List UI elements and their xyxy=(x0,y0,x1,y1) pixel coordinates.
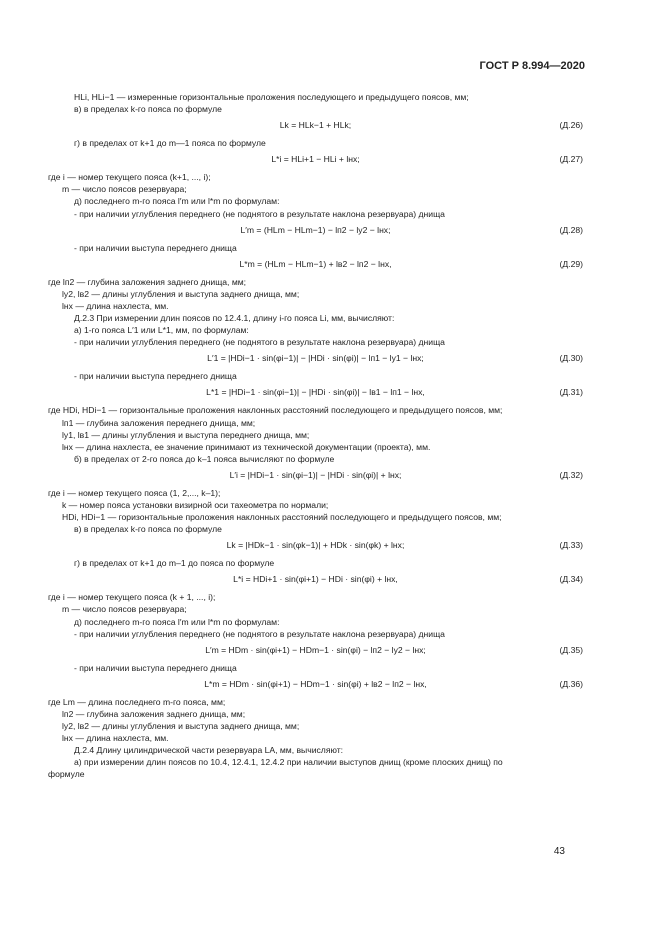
text-line: m — число поясов резервуара; xyxy=(62,604,187,615)
text-line: lнх — длина нахлеста, ее значение принимают из технической документации (проекта), мм. xyxy=(62,441,431,452)
text-line: в) в пределах k-го пояса по формуле xyxy=(74,524,222,535)
text-line: где HDi, HDi−1 — горизонтальные проложения наклонных расстояний последующего и предыдущего поясов, мм; xyxy=(48,405,503,416)
text-line: - при наличии выступа переднего днища xyxy=(74,371,237,382)
text-line: а) при измерении длин поясов по 10.4, 12.4.1, 12.4.2 при наличии выступов днищ (кроме плоских днищ) по xyxy=(74,757,503,768)
formula-expression: L′m = (HLm − HLm−1) − lп2 − lу2 − lнх; xyxy=(240,224,391,235)
text-line: lнх — длина нахлеста, мм. xyxy=(62,733,169,744)
formula-expression: L*i = HDi+1 · sin(φi+1) − HDi · sin(φi) + lнх, xyxy=(233,574,398,585)
text-line: Д.2.4 Длину цилиндрической части резервуара LА, мм, вычисляют: xyxy=(74,745,344,756)
formula-expression: L*m = (HLm − HLm−1) + lв2 − lп2 − lнх, xyxy=(239,258,392,269)
formula-expression: L*i = HLi+1 − HLi + lнх; xyxy=(271,154,360,165)
standard-code-header: ГОСТ Р 8.994—2020 xyxy=(479,60,585,72)
document-body xyxy=(48,91,583,780)
page-number: 43 xyxy=(553,846,565,857)
formula-number: (Д.32) xyxy=(559,469,583,480)
formula-row xyxy=(48,573,583,585)
text-line: - при наличии углубления переднего (не поднятого в результате наклона резервуара) днища xyxy=(74,628,445,639)
formula-row xyxy=(48,119,583,131)
formula-number: (Д.34) xyxy=(559,574,583,585)
formula-number: (Д.35) xyxy=(559,644,583,655)
text-line: Д.2.3 При измерении длин поясов по 12.4.1, длину i-го пояса Li, мм, вычисляют: xyxy=(74,313,395,324)
text-line: - при наличии выступа переднего днища xyxy=(74,662,237,673)
formula-row xyxy=(48,153,583,165)
formula-row xyxy=(48,258,583,270)
formula-row xyxy=(48,386,583,398)
text-line: m — число поясов резервуара; xyxy=(62,184,187,195)
formula-expression: Lk = |HDk−1 · sin(φk−1)| + HDk · sin(φk) + lнх; xyxy=(226,540,405,551)
text-line: г) в пределах от k+1 до m–1 до пояса по формуле xyxy=(74,558,275,569)
formula-number: (Д.31) xyxy=(559,387,583,398)
formula-row xyxy=(48,469,583,481)
text-line: где i — номер текущего пояса (k + 1, ..., i); xyxy=(48,592,216,603)
text-line: k — номер пояса установки визирной оси тахеометра по нормали; xyxy=(62,499,329,510)
formula-number: (Д.26) xyxy=(559,120,583,131)
text-line: где Lm — длина последнего m-го пояса, мм; xyxy=(48,696,226,707)
formula-expression: L′1 = |HDi−1 · sin(φi−1)| − |HDi · sin(φi)| − lп1 − lу1 − lнх; xyxy=(207,353,424,364)
text-line: lнх — длина нахлеста, мм. xyxy=(62,300,169,311)
formula-expression: L′i = |HDi−1 · sin(φi−1)| − |HDi · sin(φi)| + lнх; xyxy=(229,469,402,480)
formula-number: (Д.30) xyxy=(559,353,583,364)
formula-number: (Д.29) xyxy=(559,258,583,269)
text-line: где i — номер текущего пояса (1, 2,..., k–1); xyxy=(48,487,221,498)
formula-number: (Д.28) xyxy=(559,224,583,235)
formula-number: (Д.33) xyxy=(559,540,583,551)
text-line: формуле xyxy=(48,769,85,780)
formula-expression: L′m = HDm · sin(φi+1) − HDm−1 · sin(φi) − lп2 − lу2 − lнх; xyxy=(205,644,426,655)
text-line: lу2, lв2 — длины углубления и выступа заднего днища, мм; xyxy=(62,288,300,299)
text-line: lп1 — глубина заложения переднего днища, мм; xyxy=(62,417,256,428)
text-line: где lп2 — глубина заложения заднего днища, мм; xyxy=(48,276,247,287)
text-line: lу1, lв1 — длины углубления и выступа переднего днища, мм; xyxy=(62,429,310,440)
formula-row xyxy=(48,678,583,690)
text-line: д) последнего m-го пояса l′m или l*m по формулам: xyxy=(74,196,280,207)
text-line: - при наличии углубления переднего (не поднятого в результате наклона резервуара) днища xyxy=(74,337,445,348)
text-line: г) в пределах от k+1 до m—1 пояса по формуле xyxy=(74,138,266,149)
text-line: где i — номер текущего пояса (k+1, ..., i); xyxy=(48,172,211,183)
text-line: lп2 — глубина заложения заднего днища, мм; xyxy=(62,708,246,719)
text-line: - при наличии углубления переднего (не поднятого в результате наклона резервуара) днища xyxy=(74,208,445,219)
formula-row xyxy=(48,539,583,551)
text-line: а) 1-го пояса L′1 или L*1, мм, по формулам: xyxy=(74,325,249,336)
formula-expression: L*1 = |HDi−1 · sin(φi−1)| − |HDi · sin(φi)| − lв1 − lп1 − lнх, xyxy=(206,387,425,398)
text-line: - при наличии выступа переднего днища xyxy=(74,242,237,253)
formula-number: (Д.27) xyxy=(559,154,583,165)
text-line: HLi, HLi−1 — измеренные горизонтальные проложения последующего и предыдущего поясов, мм; xyxy=(74,92,469,102)
text-line: в) в пределах k-го пояса по формуле xyxy=(74,104,222,115)
formula-expression: L*m = HDm · sin(φi+1) − HDm−1 · sin(φi) + lв2 − lп2 − lнх, xyxy=(204,678,427,689)
formula-row xyxy=(48,352,583,364)
text-line: HDi, HDi−1 — горизонтальные проложения наклонных расстояний последующего и предыдущего поясов, мм; xyxy=(62,512,502,523)
formula-number: (Д.36) xyxy=(559,678,583,689)
text-line: д) последнего m-го пояса l′m или l*m по формулам: xyxy=(74,616,280,627)
text-line: б) в пределах от 2-го пояса до k–1 пояса вычисляют по формуле xyxy=(74,453,335,464)
formula-expression: Lk = HLk−1 + HLk; xyxy=(279,120,352,131)
text-line: lу2, lв2 — длины углубления и выступа заднего днища, мм; xyxy=(62,721,300,731)
formula-row xyxy=(48,224,583,236)
formula-row xyxy=(48,644,583,656)
